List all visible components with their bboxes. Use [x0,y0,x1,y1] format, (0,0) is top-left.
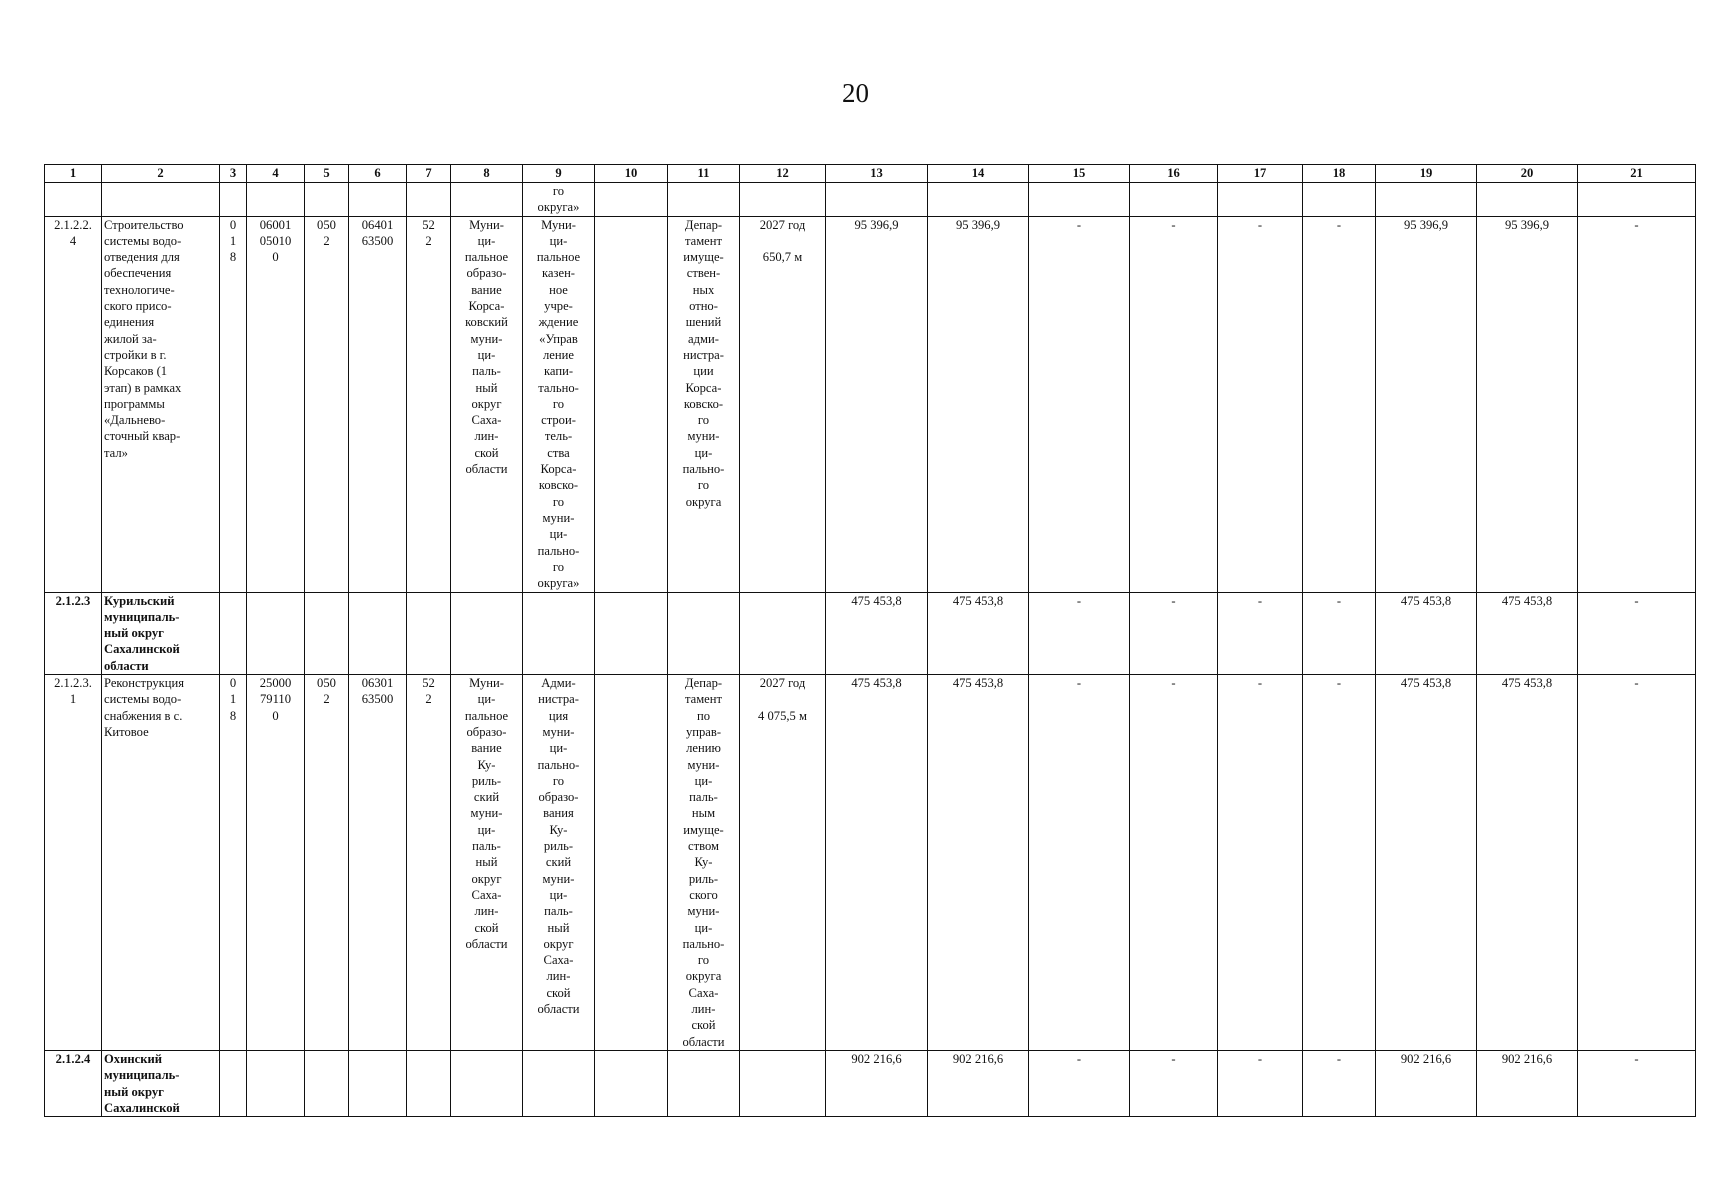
table-cell-customer: го округа» [523,183,595,217]
table-cell-value: - [1130,216,1218,592]
table-cell [451,183,523,217]
table-cell [740,1050,826,1116]
table-cell [220,1050,247,1116]
table-cell-value: - [1130,592,1218,674]
table-cell [220,183,247,217]
table-cell [928,183,1029,217]
column-header: 3 [220,165,247,183]
table-cell-value: - [1578,592,1696,674]
table-cell: 0 1 8 [220,216,247,592]
table-cell [1130,183,1218,217]
table-cell [1376,183,1477,217]
table-cell-value: 475 453,8 [928,675,1029,1051]
column-header: 15 [1029,165,1130,183]
column-header: 4 [247,165,305,183]
table-row [45,675,1696,1051]
table-cell-value: - [1218,216,1303,592]
table-cell [305,183,349,217]
table-cell [349,1050,407,1116]
table-cell [1303,183,1376,217]
table-cell [349,592,407,674]
table-cell [1218,183,1303,217]
column-header: 2 [102,165,220,183]
column-header: 1 [45,165,102,183]
table-cell [595,1050,668,1116]
table-cell [1578,183,1696,217]
table-cell [305,1050,349,1116]
table-cell-number: 2.1.2.2. 4 [45,216,102,592]
table-cell [247,592,305,674]
column-header: 20 [1477,165,1578,183]
table-cell: Депар- тамент по управ- лению муни- ци- паль- ным имуще- ством Ку- риль- ского муни- ци- пально- го округа Саха- лин- ской области [668,675,740,1051]
table-cell [595,183,668,217]
column-header: 17 [1218,165,1303,183]
table-cell-value: - [1303,1050,1376,1116]
table-cell [247,1050,305,1116]
column-header: 6 [349,165,407,183]
table-cell-name: Строительство системы водо- отведения для обеспечения технологиче- ского присо- единения жилой за- стройки в г. Корсаков (1 этап) в рамках программы «Дальнево- сточный квар- тал» [102,216,220,592]
table-cell [595,216,668,592]
table-cell-value: - [1303,675,1376,1051]
table-row-subtotal [45,592,1696,674]
column-header: 19 [1376,165,1477,183]
column-header: 13 [826,165,928,183]
table-cell-value: - [1029,1050,1130,1116]
table-cell-value: 475 453,8 [1376,675,1477,1051]
column-header: 10 [595,165,668,183]
column-header: 12 [740,165,826,183]
table-cell-value: - [1029,216,1130,592]
table-cell-value: - [1218,675,1303,1051]
table-cell-value: 475 453,8 [1376,592,1477,674]
table-cell: 0 1 8 [220,675,247,1051]
table-cell: Муни- ци- пальное образо- вание Корса- ковский муни- ци- паль- ный округ Саха- лин- ской области [451,216,523,592]
table-cell: 25000 79110 0 [247,675,305,1051]
table-cell-value: - [1029,592,1130,674]
table-cell [305,592,349,674]
table-cell-value: 95 396,9 [826,216,928,592]
table-cell-value: - [1218,592,1303,674]
table-cell [595,592,668,674]
table-cell [247,183,305,217]
table-cell [349,183,407,217]
table-cell [451,1050,523,1116]
table-cell [668,592,740,674]
table-cell-value: 902 216,6 [928,1050,1029,1116]
table-cell-value: 475 453,8 [826,592,928,674]
column-header: 5 [305,165,349,183]
table-cell [1029,183,1130,217]
column-header: 14 [928,165,1029,183]
table-cell [668,183,740,217]
table-cell: Адми- нистра- ция муни- ци- пально- го образо- вания Ку- риль- ский муни- ци- паль- ный округ Саха- лин- ской области [523,675,595,1051]
table-cell-name: Реконструкция системы водо- снабжения в с. Китовое [102,675,220,1051]
table-cell: 050 2 [305,675,349,1051]
table-cell [826,183,928,217]
table-row-subtotal [45,1050,1696,1116]
table-cell-name: Охинский муниципаль- ный округ Сахалинской [102,1050,220,1116]
page-number: 20 [842,78,869,108]
column-header: 18 [1303,165,1376,183]
table-cell-name: Курильский муниципаль- ный округ Сахалинской области [102,592,220,674]
column-header: 21 [1578,165,1696,183]
table-cell: 06301 63500 [349,675,407,1051]
table-cell: 52 2 [407,216,451,592]
table-cell-value: - [1029,675,1130,1051]
table-cell-value: - [1578,216,1696,592]
table-cell [220,592,247,674]
table-cell [740,592,826,674]
table-cell [102,183,220,217]
table-cell: 050 2 [305,216,349,592]
table-cell [668,1050,740,1116]
table-cell [407,592,451,674]
table-cell-value: 475 453,8 [1477,675,1578,1051]
table-cell-value: 95 396,9 [1376,216,1477,592]
table-cell-value: - [1218,1050,1303,1116]
table-cell-value: - [1303,216,1376,592]
column-header: 11 [668,165,740,183]
table-row [45,216,1696,592]
table-cell-value: 902 216,6 [1376,1050,1477,1116]
header-row [45,165,1696,183]
program-table [44,164,1696,1117]
column-header: 8 [451,165,523,183]
table-cell: 06401 63500 [349,216,407,592]
table-cell [407,1050,451,1116]
table-cell-value: 95 396,9 [1477,216,1578,592]
table-cell: Муни- ци- пальное образо- вание Ку- риль- ский муни- ци- паль- ный округ Саха- лин- ской области [451,675,523,1051]
table-cell-value: - [1578,1050,1696,1116]
table-cell: 2027 год 4 075,5 м [740,675,826,1051]
table-cell: 06001 05010 0 [247,216,305,592]
table-cell-value: 475 453,8 [1477,592,1578,674]
table-cell-value: 475 453,8 [826,675,928,1051]
table-cell-value: - [1578,675,1696,1051]
table-cell: Депар- тамент имуще- ствен- ных отно- шений адми- нистра- ции Корса- ковско- го муни- ци- пально- го округа [668,216,740,592]
table-cell-value: 902 216,6 [826,1050,928,1116]
table-cell-value: - [1130,675,1218,1051]
column-header: 7 [407,165,451,183]
table-cell: 52 2 [407,675,451,1051]
table-cell [1477,183,1578,217]
table-cell [45,183,102,217]
table-cell-value: - [1130,1050,1218,1116]
column-header: 9 [523,165,595,183]
table-cell-number: 2.1.2.3. 1 [45,675,102,1051]
table-cell [523,1050,595,1116]
table-cell: 2027 год 650,7 м [740,216,826,592]
table-cell: Муни- ци- пальное казен- ное учре- ждение «Управ ление капи- тально- го строи- тель- ства Корса- ковско- го муни- ци- пально- го округа» [523,216,595,592]
table-cell-value: - [1303,592,1376,674]
table-cell-value: 475 453,8 [928,592,1029,674]
table-cell [740,183,826,217]
table-cell [451,592,523,674]
table-cell [523,592,595,674]
table-cell [407,183,451,217]
table-cell [595,675,668,1051]
table-cell-number: 2.1.2.4 [45,1050,102,1116]
column-header: 16 [1130,165,1218,183]
table-row-continuation [45,183,1696,217]
table-cell-value: 902 216,6 [1477,1050,1578,1116]
table-cell-number: 2.1.2.3 [45,592,102,674]
table-cell-value: 95 396,9 [928,216,1029,592]
